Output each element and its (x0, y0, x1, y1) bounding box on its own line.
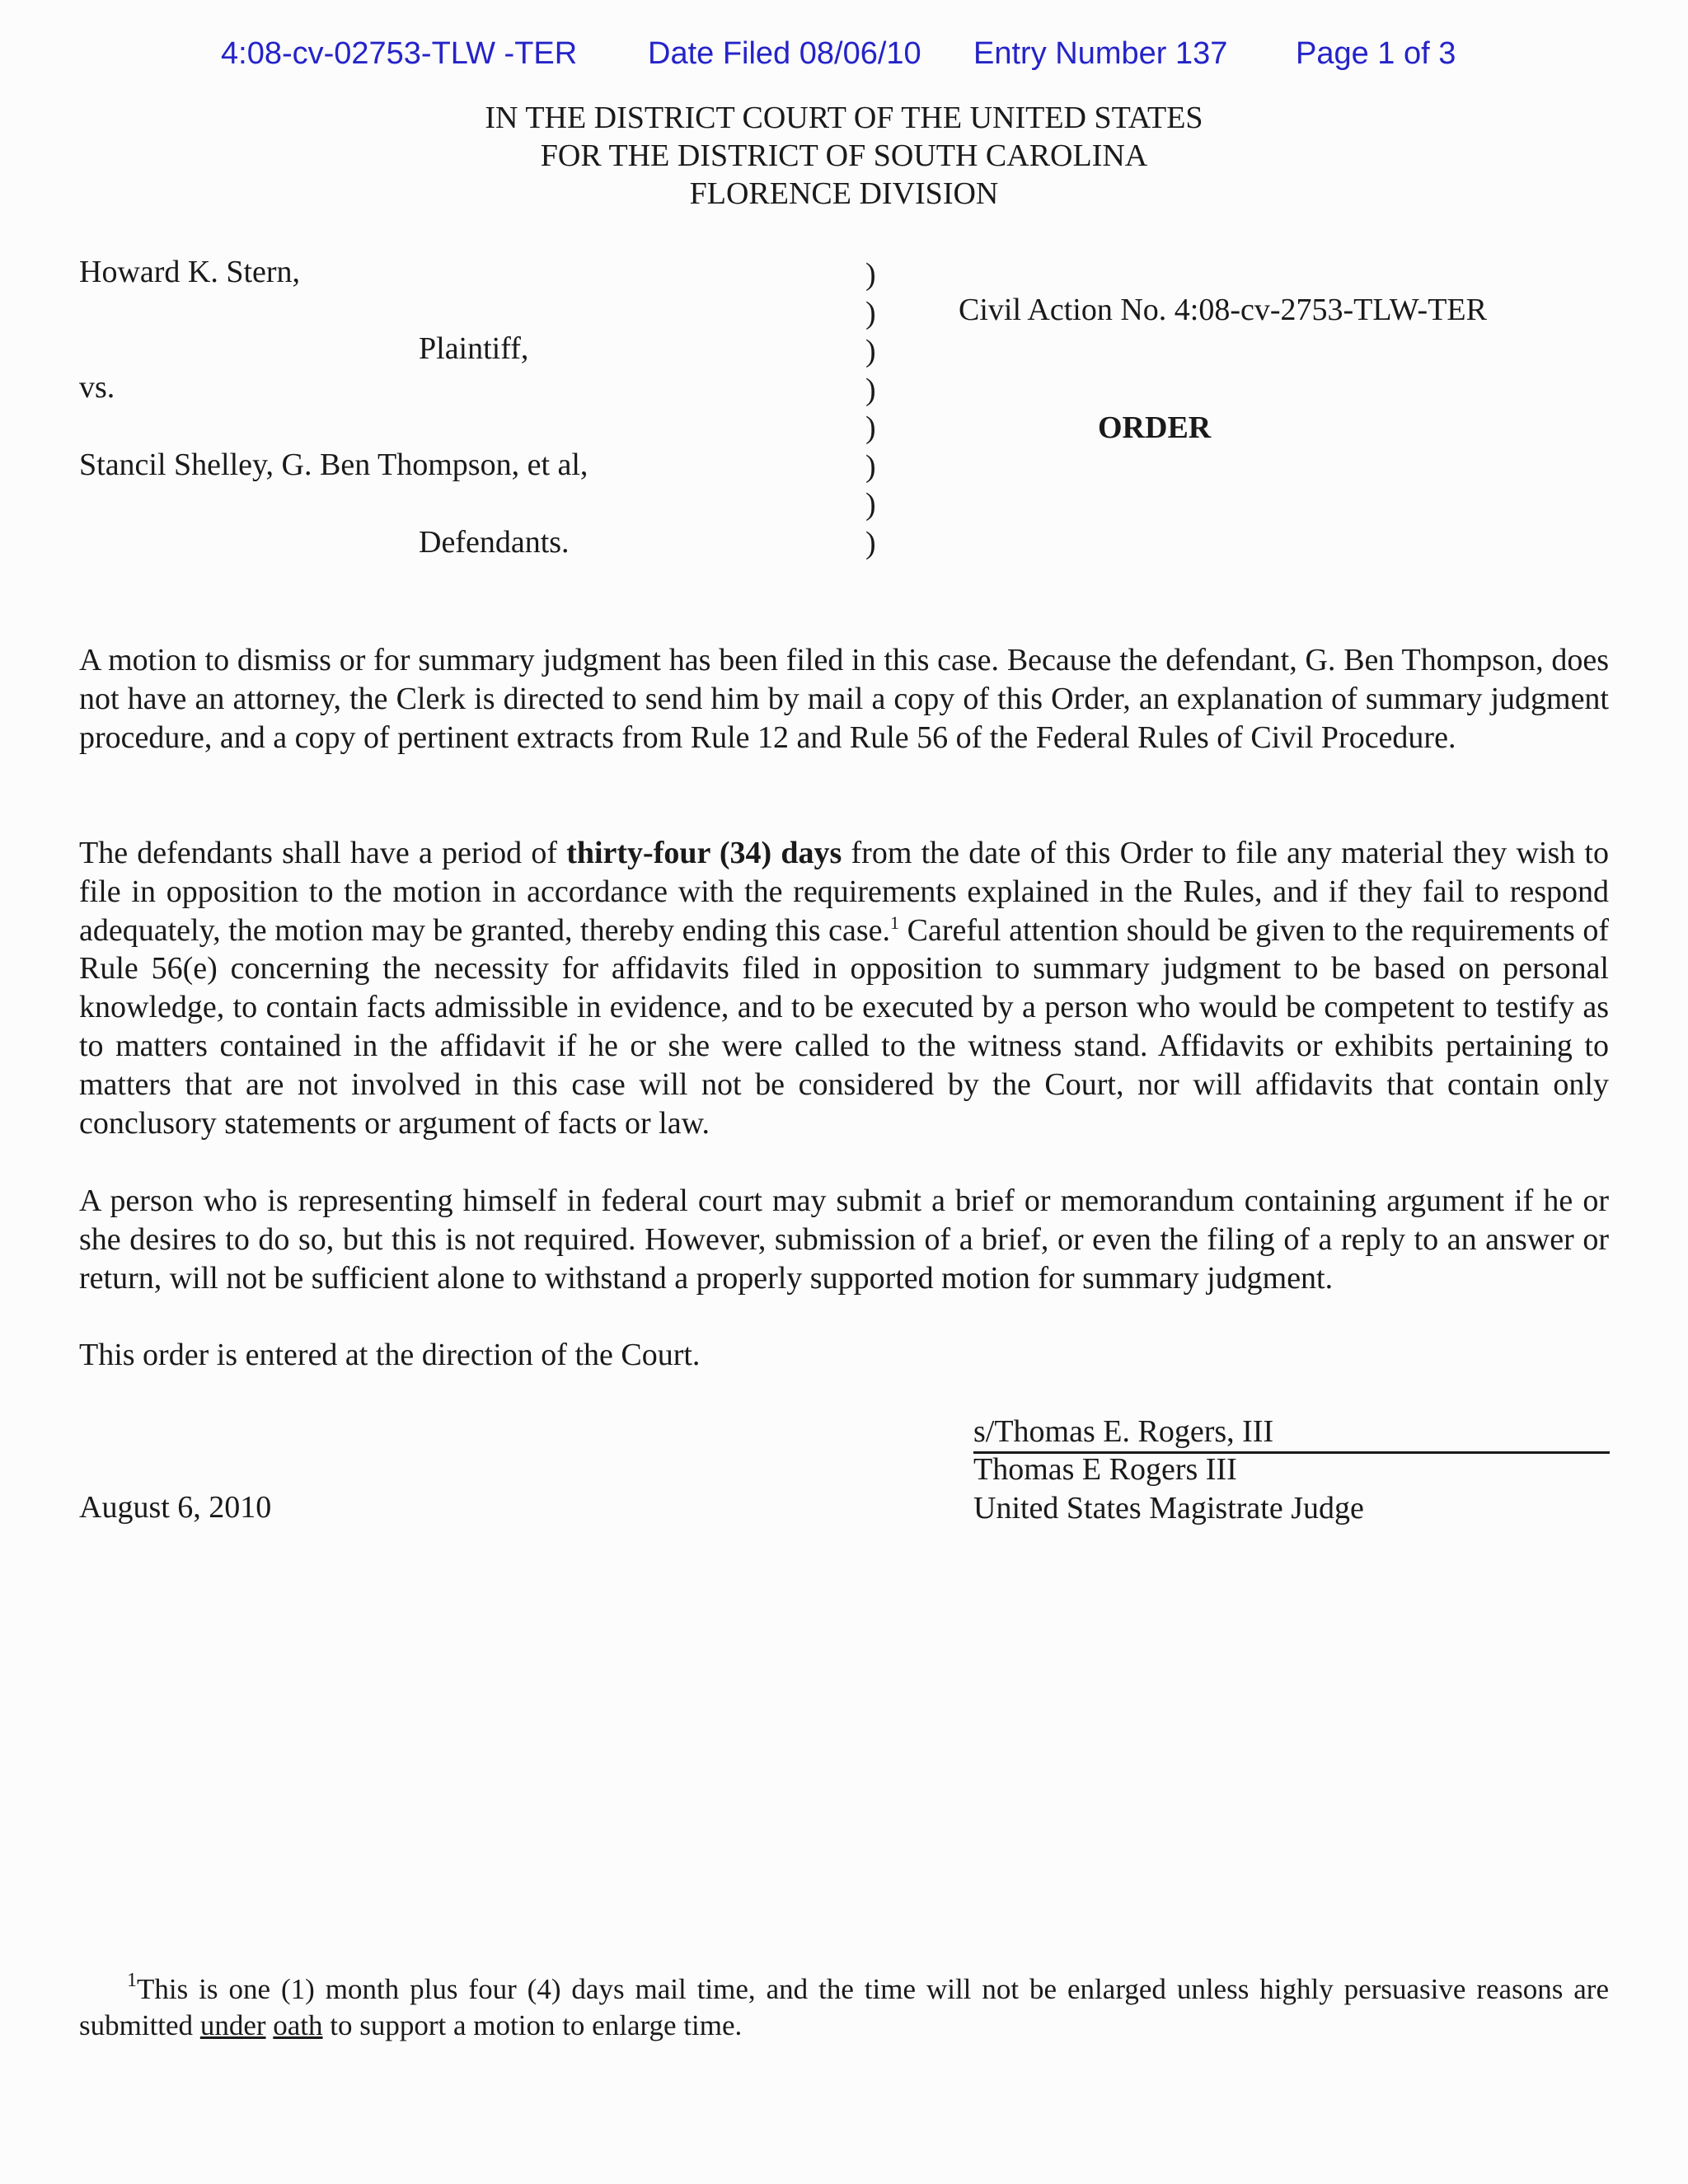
caption-paren: ) (865, 525, 876, 560)
stamp-case-number: 4:08-cv-02753-TLW -TER (221, 36, 578, 71)
signature-block (973, 1451, 1364, 1528)
caption-paren-column (865, 255, 876, 562)
footnote-marker: 1 (127, 1970, 137, 1991)
footnote-space (266, 2009, 274, 2041)
paragraph-motion-notice: A motion to dismiss or for summary judgment has been filed in this case. Because the defendant, G. Ben Thompson, does not have an attorney, the Clerk is directed to send him by mail a copy of this Order, an explanation of summary judgment procedure, and a copy of pertinent extracts from Rule 12 and Rule 56 of the Federal Rules of Civil Procedure. (79, 643, 1609, 755)
response-deadline-bold: thirty-four (34) days (566, 836, 842, 870)
caption-paren: ) (865, 372, 876, 407)
caption-paren: ) (865, 448, 876, 484)
judge-name: Thomas E Rogers III (973, 1452, 1237, 1487)
court-heading (0, 99, 1688, 213)
court-heading-line-2: FOR THE DISTRICT OF SOUTH CAROLINA (540, 138, 1148, 173)
paragraph-response-period-text-a: The defendants shall have a period of (79, 836, 567, 870)
judge-title: United States Magistrate Judge (973, 1491, 1364, 1526)
footnote-underlined-under: under (199, 2009, 266, 2041)
paragraph-response-period (79, 834, 1609, 1142)
paragraph-direction-of-court: This order is entered at the direction of the Court. (79, 1338, 701, 1372)
caption-paren: ) (865, 295, 876, 330)
footnote-text-a: This is one (1) month plus four (4) days mail time, and the time will not be enlarged unless highly persuasive reasons are submitted (79, 1973, 1609, 2041)
court-heading-line-3: FLORENCE DIVISION (689, 176, 999, 211)
caption-paren: ) (865, 257, 876, 292)
footnote-text-b: to support a motion to enlarge time. (322, 2009, 743, 2041)
order-title: ORDER (1098, 410, 1212, 445)
paragraph-response-period-text-c: Careful attention should be given to the requirements of Rule 56(e) concerning the necessity for affidavits filed in opposition to summary judgment to be based on personal knowledge, to contain facts admissible in evidence, and to be executed by a person who would be competent to testify as to matters contained in the affidavit if he or she were called to the witness stand. Affidavits or exhibits pertaining to matters that are not involved in this case will not be considered by the Court, nor will affidavits that contain only conclusory statements or argument of facts or law. (79, 912, 1610, 1141)
caption-paren: ) (865, 334, 876, 368)
stamp-page-number: Page 1 of 3 (1296, 36, 1456, 71)
signature-line: s/Thomas E. Rogers, III (973, 1412, 1610, 1454)
stamp-date-filed: Date Filed 08/06/10 (648, 36, 921, 71)
footnote-reference: 1 (890, 912, 900, 933)
footnote-underlined-oath: oath (273, 2009, 323, 2041)
defendant-role: Defendants. (419, 525, 570, 560)
footnote (79, 1971, 1609, 2044)
paragraph-pro-se-brief: A person who is representing himself in federal court may submit a brief or memorandum containing argument if he or she desires to do so, but this is not required. However, submission of a brief, or even the filing of a reply to an answer or return, will not be sufficient alone to withstand a properly supported motion for summary judgment. (79, 1183, 1609, 1296)
stamp-entry-number: Entry Number 137 (973, 36, 1228, 71)
order-date: August 6, 2010 (79, 1490, 272, 1525)
caption-paren: ) (865, 410, 876, 445)
caption-paren: ) (865, 487, 876, 522)
footnote-lead (79, 1970, 137, 2005)
paragraph-response-period-text-b: from the date of this Order to file any material they wish to file in opposition to the motion in accordance with the requirements explained in the Rules, and if they fail to respond adequately, the motion may be granted, thereby ending this case. (79, 836, 1609, 948)
plaintiff-name: Howard K. Stern, (79, 255, 301, 289)
defendant-names: Stancil Shelley, G. Ben Thompson, et al, (79, 448, 588, 482)
plaintiff-role: Plaintiff, (419, 331, 529, 366)
court-heading-line-1: IN THE DISTRICT COURT OF THE UNITED STATES (485, 101, 1203, 135)
versus-label: vs. (79, 370, 115, 405)
civil-action-number: Civil Action No. 4:08-cv-2753-TLW-TER (959, 293, 1487, 327)
